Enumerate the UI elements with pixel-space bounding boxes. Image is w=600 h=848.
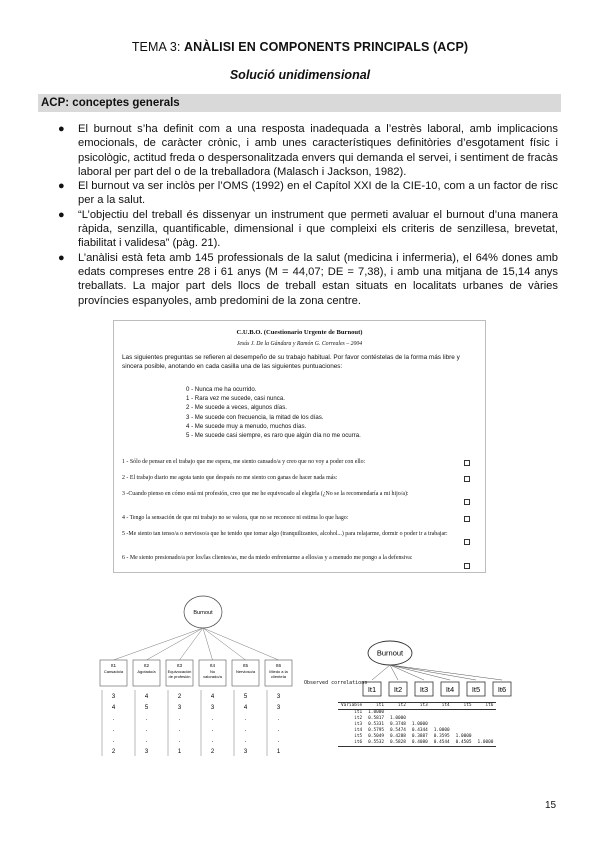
questionnaire-title: C.U.B.O. (Cuestionario Urgente de Burnout): [236, 329, 363, 336]
item-label: Cansado/a: [103, 669, 124, 674]
data-value: .: [112, 727, 115, 733]
table-cell: 0.3748: [390, 722, 406, 727]
factor-model-diagram-left: [98, 590, 308, 770]
data-value: 3: [210, 705, 215, 711]
table-cell: 0.5049: [368, 734, 385, 739]
table-cell: 1.0000: [433, 728, 450, 733]
table-cell: 0.5331: [368, 722, 385, 727]
data-value: .: [277, 716, 280, 722]
bullet-text: L’anàlisi està feta amb 145 professionals de la salut (medicina i infermeria), el 64% dones amb edats compreses entre 28 i 61 anys (M = 44,07; DE = 7,38), i amb una mitjana de 15,14 anys treballats. La major part dels llocs de treball estan situats en localitats urbanes de vàries províncies espanyoles, amb predomini de la zona centre.: [78, 251, 558, 307]
item-label: Nervioso/a: [235, 669, 256, 674]
list-item: [56, 179, 558, 208]
questionnaire-intro: Las siguientes preguntas se refieren al desempeño de su trabajo habitual. Por favor contéstelas de la forma más libre y sincera posible, anotando en cada casilla una de las siguientes puntuaciones:: [122, 354, 460, 370]
questionnaire-item: 2 - El trabajo diario me agota tanto que después no me siento con ganas de hacer nada más:: [122, 475, 338, 481]
table-cell: 1.0000: [477, 740, 494, 745]
data-value: .: [244, 716, 247, 722]
correlation-caption: Observed correlations: [304, 680, 368, 686]
data-value: .: [145, 738, 148, 744]
page-number: 15: [545, 800, 557, 811]
column-header: it6: [485, 703, 494, 708]
item-label: clienteIa: [271, 674, 286, 679]
path-arrow: [203, 628, 279, 660]
table-cell: it1: [354, 710, 363, 715]
data-value: 2: [177, 694, 182, 700]
table-cell: 0.4344: [411, 728, 428, 733]
table-cell: 1.0000: [455, 734, 472, 739]
item-code: It5: [242, 663, 249, 668]
path-arrow: [390, 665, 450, 680]
item-code: It1: [367, 685, 377, 694]
data-value: .: [211, 727, 214, 733]
bullet-icon: ●: [58, 251, 65, 264]
data-value: 1: [177, 749, 182, 755]
answer-checkbox[interactable]: [464, 499, 470, 505]
bullet-list: [56, 122, 558, 308]
data-value: 3: [276, 694, 281, 700]
data-value: 2: [111, 749, 116, 755]
questionnaire-item: 6 - Me siento presionado/a por los/las clientes/as, me da miedo enfrentarme a ellos/as y a menudo me pongo a la defensiva:: [122, 555, 413, 561]
answer-checkbox[interactable]: [464, 539, 470, 545]
list-item: [56, 251, 558, 308]
table-cell: 0.4505: [455, 740, 472, 745]
page-header: [0, 40, 600, 54]
correlation-table: [338, 702, 496, 747]
section-heading: ACP: conceptes generals: [38, 94, 561, 112]
bullet-text: El burnout s’ha definit com a una resposta inadequada a l’estrès laboral, amb implicacions emocionals, de caràcter crònic, i amb unes característiques definitòries d’esgotament físic i psicològic, actitud freda o despersonalitzada envers qui demanda el servei, i sentiment de fracàs laboral per part del o de la treballadora (Malasch i Jackson, 1982).: [78, 123, 558, 178]
item-label: de profesión: [168, 674, 191, 679]
data-value: .: [244, 727, 247, 733]
item-label: Agotado/a: [137, 669, 156, 674]
questionnaire-item: 5 -Me siento tan tenso/a o nervioso/a que he tenido que tomar algo (tranquilizantes, alcohol...) para relajarme, dormir o poder ir a trabajar:: [122, 531, 448, 537]
list-item: [56, 208, 558, 251]
data-value: .: [145, 727, 148, 733]
column-header: it4: [441, 703, 450, 708]
data-value: .: [178, 727, 181, 733]
factor-label: Burnout: [193, 610, 213, 616]
table-cell: 1.0000: [368, 710, 385, 715]
item-code: It4: [445, 685, 455, 694]
data-value: .: [211, 738, 214, 744]
item-code: It3: [419, 685, 429, 694]
data-value: .: [277, 738, 280, 744]
table-cell: 0.3887: [411, 734, 428, 739]
bullet-text: “L’objectiu del treball és dissenyar un instrument que permeti avaluar el burnout d’una manera ràpida, senzilla, quantificable, dimensional i que compleixi els criteris de senzillesa, brevetat, fiabilitat i validesa” (pàg. 21).: [78, 208, 558, 250]
list-item: [56, 122, 558, 179]
item-code: It1: [110, 663, 117, 668]
item-code: It4: [209, 663, 216, 668]
page-title: ANÀLISI EN COMPONENTS PRINCIPALS (ACP): [184, 40, 469, 54]
item-label: valorado/a: [203, 674, 222, 679]
column-header: it5: [463, 703, 472, 708]
data-value: 3: [177, 705, 182, 711]
data-value: 4: [111, 705, 116, 711]
questionnaire-authors: Jesús J. De la Gándara y Ramón G. Correales – 2004: [236, 341, 363, 347]
data-value: .: [277, 727, 280, 733]
data-value: 5: [144, 705, 149, 711]
table-row: [338, 740, 496, 747]
data-value: 4: [144, 694, 149, 700]
answer-checkbox[interactable]: [464, 516, 470, 522]
scale-option: 3 - Me sucede con frecuencia, la mitad de los días.: [186, 413, 324, 421]
data-value: 3: [111, 694, 116, 700]
questionnaire-item: 1 - Sólo de pensar en el trabajo que me espera, me siento cansado/a y creo que no voy a poder con ello:: [122, 459, 366, 465]
column-header: it2: [397, 703, 406, 708]
table-cell: 0.3595: [433, 734, 450, 739]
answer-checkbox[interactable]: [464, 476, 470, 482]
data-value: .: [211, 716, 214, 722]
item-code: It6: [497, 685, 507, 694]
path-arrow: [203, 628, 213, 660]
data-value: 1: [276, 749, 281, 755]
table-cell: 1.0000: [390, 716, 406, 721]
item-code: It2: [143, 663, 150, 668]
questionnaire-item: 4 - Tengo la sensación de que mi trabajo no se valora, que no se reconoce ni estima lo que hago:: [122, 515, 349, 521]
table-cell: it3: [354, 722, 363, 727]
item-code: It5: [471, 685, 481, 694]
item-label: Miedo a la: [269, 669, 288, 674]
topic-label: TEMA 3:: [131, 40, 181, 54]
table-header-row: [338, 703, 496, 710]
table-cell: 0.5532: [368, 740, 385, 745]
item-code: It6: [275, 663, 282, 668]
column-header: it1: [376, 703, 385, 708]
data-value: 3: [276, 705, 281, 711]
bullet-text: El burnout va ser inclòs per l’OMS (1992) en el Capítol XXI de la CIE-10, com a un factor de risc per a la salut.: [78, 180, 558, 207]
table-cell: 1.0000: [411, 722, 428, 727]
data-value: 3: [144, 749, 149, 755]
data-value: 2: [210, 749, 215, 755]
scale-option: 4 - Me sucede muy a menudo, muchos días.: [186, 422, 307, 430]
table-cell: 0.4544: [433, 740, 450, 745]
scale-option: 1 - Rara vez me sucede, casi nunca.: [186, 395, 285, 403]
item-code: It2: [393, 685, 403, 694]
item-code: It3: [176, 663, 183, 668]
data-value: .: [145, 716, 148, 722]
path-arrow: [180, 628, 204, 660]
path-arrow: [114, 628, 204, 660]
column-header: it3: [419, 703, 428, 708]
table-cell: 0.4288: [390, 734, 406, 739]
column-header: Variable: [341, 703, 363, 708]
data-value: 5: [243, 694, 248, 700]
scale-option: 0 - Nunca me ha ocurrido.: [186, 386, 257, 393]
questionnaire-item: 3 -Cuando pienso en cómo está mi profesión, creo que me he equivocado al elegirla (¿No se la recomendaría a mi hijo/a):: [122, 491, 409, 497]
answer-checkbox[interactable]: [464, 563, 470, 569]
bullet-icon: ●: [58, 208, 65, 221]
path-arrow: [372, 665, 390, 680]
path-arrow: [147, 628, 204, 660]
questionnaire-figure: [113, 320, 486, 573]
item-label: Equivocación: [167, 669, 192, 674]
table-cell: it2: [354, 716, 363, 721]
data-value: 4: [210, 694, 215, 700]
bullet-icon: ●: [58, 123, 65, 135]
table-cell: 0.4080: [411, 740, 428, 745]
scale-option: 2 - Me sucede a veces, algunos días.: [186, 404, 287, 412]
data-value: 3: [243, 749, 248, 755]
page-subtitle: Solució unidimensional: [229, 68, 371, 82]
bullet-icon: ●: [58, 180, 65, 193]
item-label: No: [209, 669, 216, 674]
table-cell: it5: [354, 734, 363, 739]
factor-label: Burnout: [376, 648, 404, 658]
path-arrow: [203, 628, 246, 660]
data-value: .: [112, 716, 115, 722]
table-cell: it6: [354, 740, 363, 745]
answer-checkbox[interactable]: [464, 460, 470, 466]
rating-scale: [186, 385, 361, 440]
table-cell: 0.5474: [390, 728, 406, 733]
data-value: .: [244, 738, 247, 744]
scale-option: 5 - Me sucede casi siempre, es raro que algún día no me ocurra.: [186, 432, 361, 440]
path-arrow: [390, 665, 398, 680]
data-value: .: [178, 738, 181, 744]
table-cell: 0.5828: [390, 740, 406, 745]
table-cell: it4: [354, 728, 363, 733]
table-cell: 0.5795: [368, 728, 385, 733]
path-arrow: [390, 665, 476, 680]
data-value: .: [178, 716, 181, 722]
data-value: 4: [243, 705, 248, 711]
data-value: .: [112, 738, 115, 744]
table-cell: 0.5817: [368, 716, 385, 721]
